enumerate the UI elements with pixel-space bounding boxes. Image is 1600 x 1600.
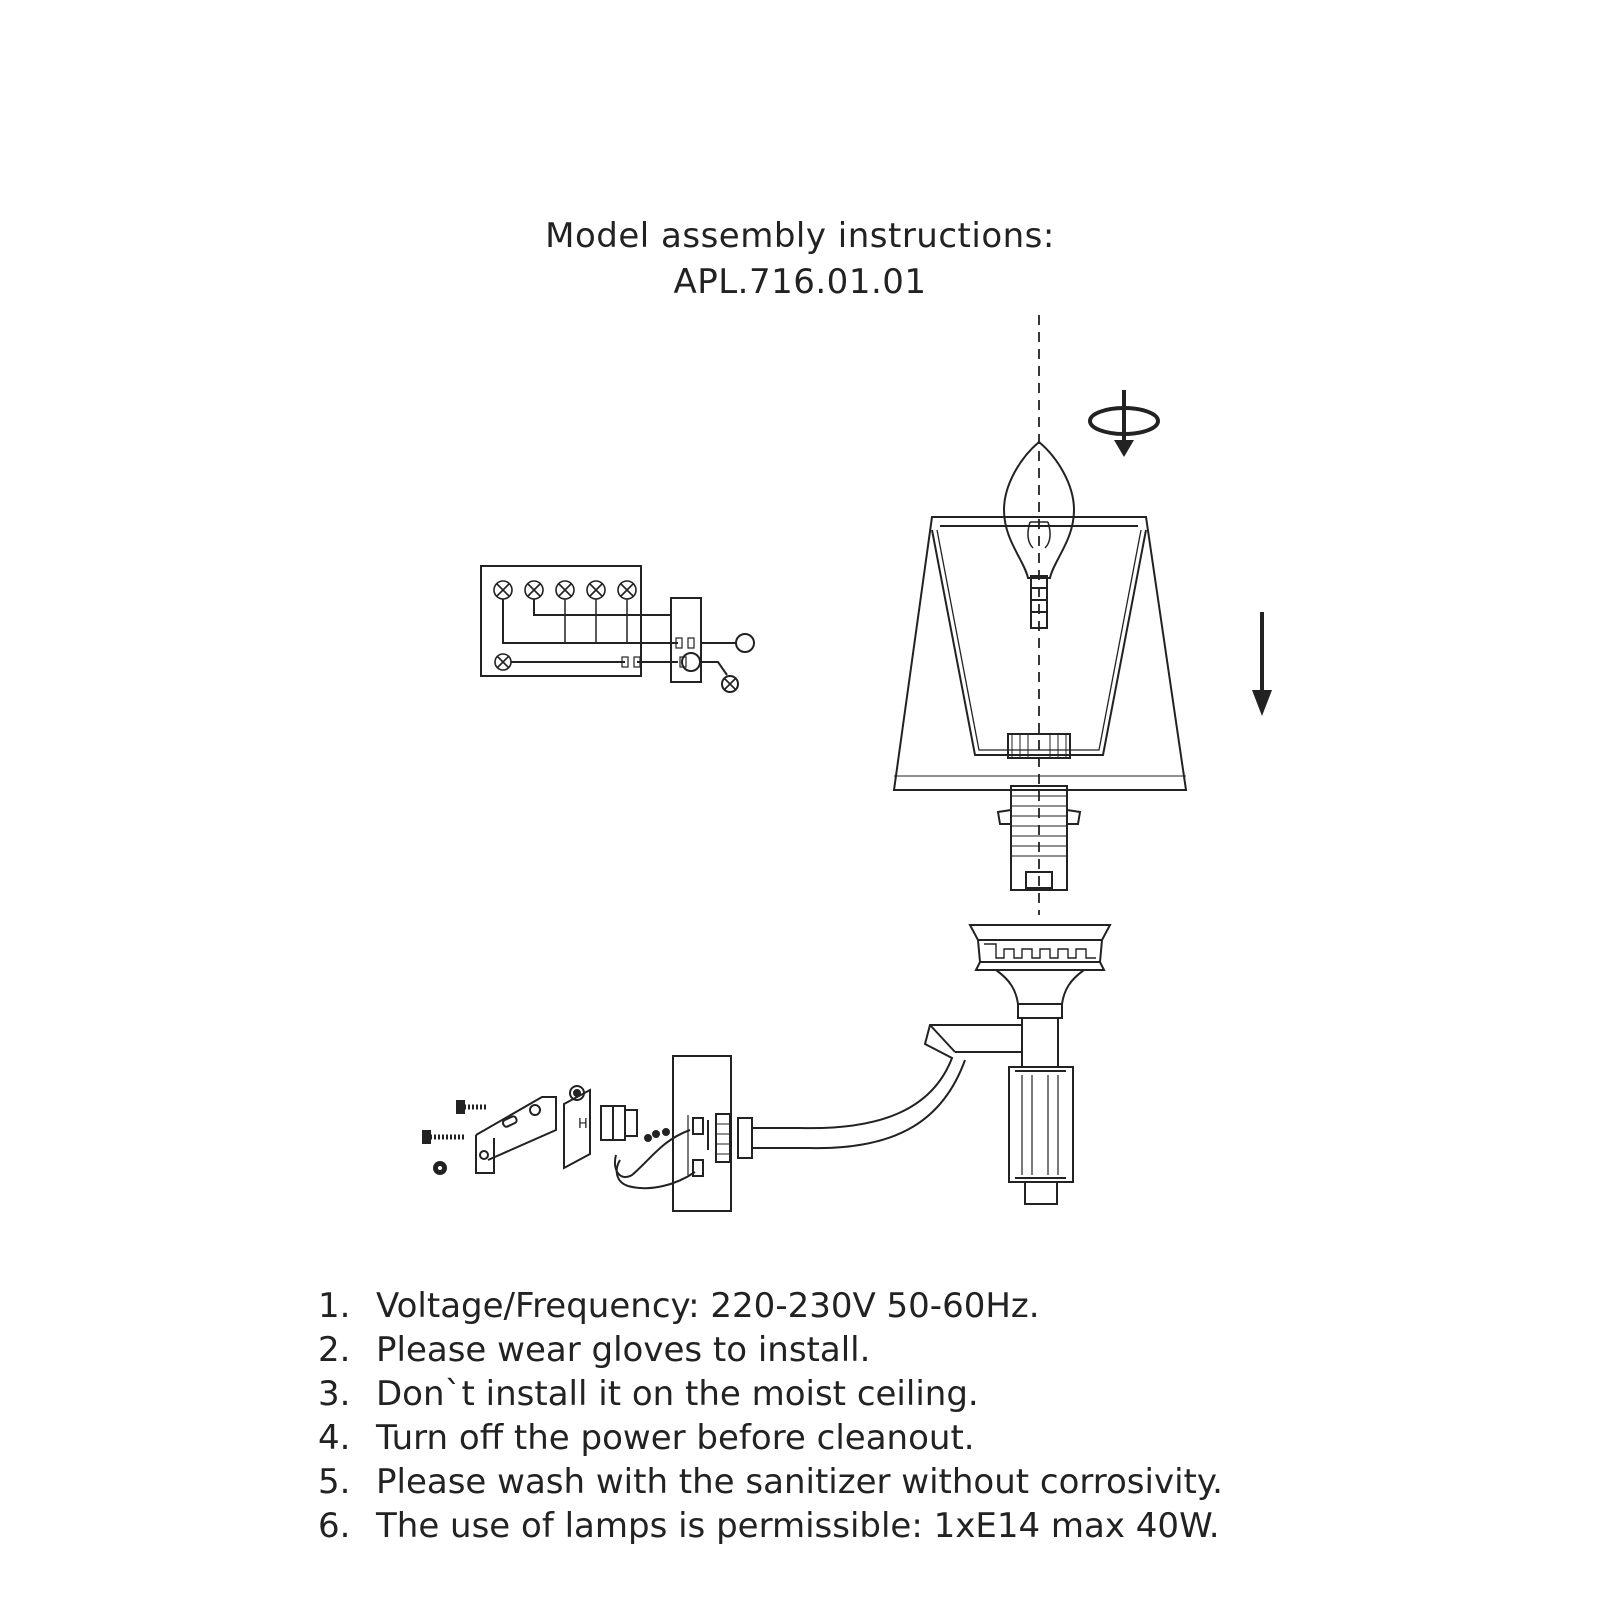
list-item — [318, 1372, 1223, 1416]
lampshade — [894, 517, 1186, 790]
list-item — [318, 1460, 1223, 1504]
list-item-text: Don`t install it on the moist ceiling. — [376, 1374, 979, 1414]
list-item-number: 5. — [318, 1462, 351, 1502]
list-item-number: 6. — [318, 1506, 351, 1546]
list-item — [318, 1504, 1223, 1548]
list-item — [318, 1284, 1223, 1328]
list-item-text: Please wear gloves to install. — [376, 1330, 871, 1370]
list-item-text: Please wash with the sanitizer without corrosivity. — [376, 1462, 1223, 1502]
mounting-bracket — [476, 1086, 590, 1173]
wiring — [601, 1106, 695, 1188]
list-item-number: 2. — [318, 1330, 351, 1370]
list-item-number: 1. — [318, 1286, 351, 1326]
model-number: APL.716.01.01 — [673, 262, 927, 302]
wiring-schematic — [481, 566, 754, 692]
instruction-list — [318, 1284, 1223, 1548]
list-item-text: The use of lamps is permissible: 1xE14 max 40W. — [376, 1506, 1220, 1546]
lamp-socket — [998, 786, 1080, 890]
list-item-text: Voltage/Frequency: 220-230V 50-60Hz. — [376, 1286, 1040, 1326]
page-title: Model assembly instructions: — [545, 216, 1055, 256]
sconce-arm — [738, 1025, 1022, 1158]
list-item — [318, 1328, 1223, 1372]
svg-text:H: H — [578, 1117, 588, 1132]
list-item-number: 3. — [318, 1374, 351, 1414]
down-arrow-icon — [1252, 612, 1272, 716]
list-item-text: Turn off the power before cleanout. — [376, 1418, 975, 1458]
drip-cup — [970, 925, 1110, 1018]
sconce-stem — [1009, 1018, 1073, 1204]
list-item-number: 4. — [318, 1418, 351, 1458]
list-item — [318, 1416, 1223, 1460]
rotate-icon — [1090, 390, 1158, 457]
